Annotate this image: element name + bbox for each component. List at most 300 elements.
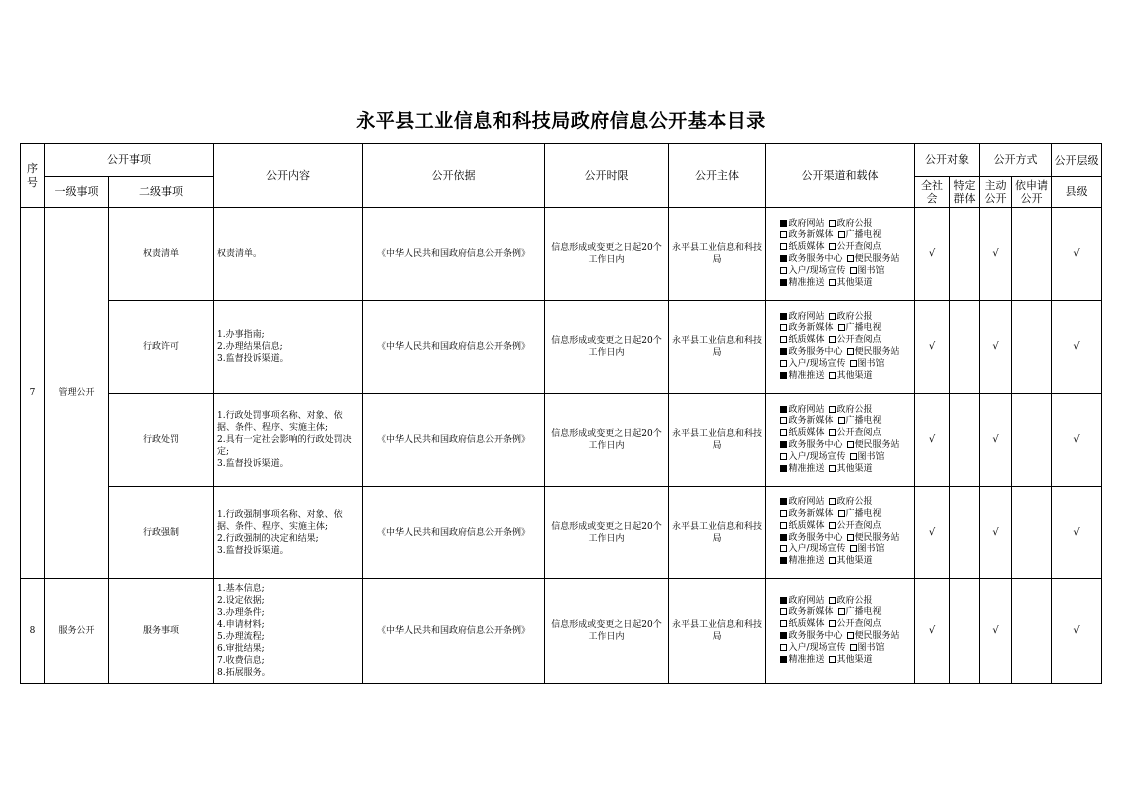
channel-line [780, 631, 899, 643]
content-line: 权责清单。 [217, 249, 263, 259]
content-line: 6.审批结果; [217, 644, 265, 654]
channel-cell [766, 394, 915, 487]
content-line: 1.行政强制事项名称、对象、依据、条件、程序、实施主体; [217, 509, 343, 532]
unchecked-box-icon [847, 348, 854, 355]
channel-line [780, 452, 899, 464]
channel-line [780, 230, 899, 242]
unchecked-box-icon [850, 267, 857, 274]
channel-option [780, 242, 824, 252]
content-cell [214, 301, 363, 394]
channel-cell [766, 579, 915, 684]
unchecked-box-icon [838, 510, 845, 517]
unchecked-box-icon [838, 417, 845, 424]
channel-option [780, 556, 824, 566]
target-all-cell: √ [915, 301, 950, 394]
level2-cell: 行政处罚 [109, 394, 214, 487]
target-specific-cell [950, 301, 980, 394]
channel-option [847, 631, 900, 641]
channel-option [829, 278, 873, 288]
channel-option [780, 631, 842, 641]
unchecked-box-icon [829, 557, 836, 564]
channel-list [780, 596, 899, 667]
channel-option [829, 371, 873, 381]
channel-option-label: 其他渠道 [836, 556, 873, 567]
unchecked-box-icon [847, 255, 854, 262]
unchecked-box-icon [829, 465, 836, 472]
channel-option-label: 入户/现场宣传 [788, 265, 846, 276]
header-target: 公开对象 [915, 144, 980, 177]
target-specific-cell [950, 394, 980, 487]
content-cell [214, 579, 363, 684]
channel-option [829, 405, 873, 415]
channel-list [780, 312, 899, 383]
unchecked-box-icon [829, 498, 836, 505]
channel-option [780, 371, 824, 381]
method-active-cell: √ [980, 487, 1012, 579]
content-cell [214, 487, 363, 579]
channel-option [780, 323, 833, 333]
target-specific-cell [950, 487, 980, 579]
channel-option-label: 政府公报 [836, 311, 873, 322]
content-line: 3.监督投诉渠道。 [217, 354, 289, 364]
channel-option-label: 入户/现场宣传 [788, 358, 846, 369]
channel-option-label: 政府公报 [836, 595, 873, 606]
checked-box-icon [780, 632, 787, 639]
time-limit-cell: 信息形成或变更之日起20个工作日内 [545, 208, 669, 301]
channel-line [780, 359, 899, 371]
basis-cell: 《中华人民共和国政府信息公开条例》 [363, 394, 545, 487]
header-seq: 序号 [21, 144, 45, 208]
channel-option-label: 精准推送 [788, 556, 825, 567]
channel-option-label: 便民服务站 [854, 254, 900, 264]
channel-option-label: 政务服务中心 [788, 347, 843, 357]
header-basis: 公开依据 [363, 144, 545, 208]
unchecked-box-icon [780, 453, 787, 460]
channel-option [780, 278, 824, 288]
header-target-all: 全社会 [915, 177, 950, 208]
checked-box-icon [780, 465, 787, 472]
channel-option [838, 323, 882, 333]
level2-cell: 行政许可 [109, 301, 214, 394]
unchecked-box-icon [829, 243, 836, 250]
level-county-cell: √ [1052, 394, 1102, 487]
channel-line [780, 533, 899, 545]
channel-option-label: 图书馆 [857, 451, 885, 462]
channel-option [780, 533, 842, 543]
channel-option-label: 公开查阅点 [836, 520, 882, 531]
target-all-cell: √ [915, 579, 950, 684]
channel-option-label: 便民服务站 [854, 347, 900, 357]
checked-box-icon [780, 313, 787, 320]
channel-option [780, 452, 845, 462]
channel-option-label: 公开查阅点 [836, 335, 882, 346]
unchecked-box-icon [780, 417, 787, 424]
method-active-cell: √ [980, 579, 1012, 684]
channel-option-label: 政务服务中心 [788, 440, 843, 450]
content-line: 1.办事指南; [217, 330, 265, 340]
level-county-cell: √ [1052, 579, 1102, 684]
channel-option [780, 254, 842, 264]
checked-box-icon [780, 372, 787, 379]
channel-option [838, 509, 882, 519]
time-limit-cell: 信息形成或变更之日起20个工作日内 [545, 487, 669, 579]
channel-option-label: 广播电视 [845, 416, 882, 427]
channel-option [829, 219, 873, 229]
time-limit-cell: 信息形成或变更之日起20个工作日内 [545, 301, 669, 394]
unchecked-box-icon [850, 644, 857, 651]
channel-option-label: 政务服务中心 [788, 254, 843, 264]
channel-option-label: 政务新媒体 [788, 416, 834, 427]
channel-option-label: 纸质媒体 [788, 335, 825, 346]
unchecked-box-icon [829, 522, 836, 529]
unchecked-box-icon [780, 620, 787, 627]
checked-box-icon [780, 279, 787, 286]
basis-cell: 《中华人民共和国政府信息公开条例》 [363, 208, 545, 301]
content-cell [214, 394, 363, 487]
channel-option-label: 政务新媒体 [788, 607, 834, 618]
channel-line [780, 335, 899, 347]
catalog-table [20, 143, 1102, 684]
channel-list [780, 405, 899, 476]
content-line: 1.行政处罚事项名称、对象、依据、条件、程序、实施主体; [217, 411, 343, 433]
content-line: 2.具有一定社会影响的行政处罚决定; [217, 435, 352, 457]
header-method: 公开方式 [980, 144, 1052, 177]
unchecked-box-icon [847, 534, 854, 541]
level-county-cell: √ [1052, 487, 1102, 579]
basis-cell: 《中华人民共和国政府信息公开条例》 [363, 579, 545, 684]
header-subject: 公开主体 [669, 144, 766, 208]
unchecked-box-icon [780, 510, 787, 517]
subject-cell: 永平县工业信息和科技局 [669, 208, 766, 301]
channel-option-label: 图书馆 [857, 265, 885, 276]
checked-box-icon [780, 441, 787, 448]
channel-option-label: 公开查阅点 [836, 619, 882, 630]
unchecked-box-icon [838, 231, 845, 238]
method-request-cell [1012, 394, 1052, 487]
unchecked-box-icon [780, 324, 787, 331]
channel-option [780, 464, 824, 474]
channel-option [847, 347, 900, 357]
channel-option [780, 312, 824, 322]
channel-option-label: 政府网站 [788, 595, 825, 606]
unchecked-box-icon [780, 608, 787, 615]
catalog-body [21, 208, 1102, 684]
channel-option [829, 497, 873, 507]
channel-option [838, 416, 882, 426]
unchecked-box-icon [829, 656, 836, 663]
channel-option-label: 政府公报 [836, 404, 873, 415]
channel-line [780, 323, 899, 335]
channel-line [780, 556, 899, 568]
content-line: 3.办理条件; [217, 608, 265, 618]
channel-option-label: 精准推送 [788, 463, 825, 474]
content-line: 2.办理结果信息; [217, 342, 283, 352]
basis-cell: 《中华人民共和国政府信息公开条例》 [363, 301, 545, 394]
channel-line [780, 266, 899, 278]
channel-option [850, 643, 885, 653]
level2-cell: 权责清单 [109, 208, 214, 301]
channel-option [780, 521, 824, 531]
table-row [21, 487, 1102, 579]
channel-option [829, 428, 882, 438]
level2-cell: 行政强制 [109, 487, 214, 579]
channel-option [829, 521, 882, 531]
unchecked-box-icon [838, 324, 845, 331]
content-line: 3.监督投诉渠道。 [217, 545, 289, 556]
channel-option [850, 544, 885, 554]
header-method-active: 主动公开 [980, 177, 1012, 208]
channel-option [780, 428, 824, 438]
unchecked-box-icon [780, 644, 787, 651]
time-limit-cell: 信息形成或变更之日起20个工作日内 [545, 579, 669, 684]
channel-option-label: 纸质媒体 [788, 619, 825, 630]
target-all-cell: √ [915, 394, 950, 487]
channel-line [780, 544, 899, 556]
channel-line [780, 428, 899, 440]
channel-option-label: 其他渠道 [836, 370, 873, 381]
header-row-top [21, 144, 1102, 177]
channel-option-label: 其他渠道 [836, 463, 873, 474]
unchecked-box-icon [829, 313, 836, 320]
header-content: 公开内容 [214, 144, 363, 208]
channel-option-label: 政府网站 [788, 497, 825, 508]
channel-line [780, 254, 899, 266]
channel-option-label: 政务新媒体 [788, 323, 834, 334]
method-request-cell [1012, 487, 1052, 579]
header-level: 公开层级 [1052, 144, 1102, 177]
target-all-cell: √ [915, 487, 950, 579]
channel-option-label: 入户/现场宣传 [788, 544, 846, 555]
target-specific-cell [950, 579, 980, 684]
channel-option [780, 266, 845, 276]
subject-cell: 永平县工业信息和科技局 [669, 579, 766, 684]
level1-cell: 管理公开 [45, 208, 109, 579]
channel-option [780, 219, 824, 229]
content-line: 3.监督投诉渠道。 [217, 459, 289, 469]
channel-option-label: 政务服务中心 [788, 532, 843, 543]
channel-option-label: 图书馆 [857, 642, 885, 653]
channel-line [780, 219, 899, 231]
channel-option [829, 596, 873, 606]
unchecked-box-icon [780, 243, 787, 250]
channel-option [780, 509, 833, 519]
channel-option [829, 242, 882, 252]
channel-option-label: 入户/现场宣传 [788, 642, 846, 653]
channel-option-label: 政务服务中心 [788, 631, 843, 641]
channel-option [780, 497, 824, 507]
header-level2: 二级事项 [109, 177, 214, 208]
channel-option [850, 266, 885, 276]
channel-option [838, 607, 882, 617]
channel-line [780, 596, 899, 608]
unchecked-box-icon [829, 372, 836, 379]
checked-box-icon [780, 557, 787, 564]
checked-box-icon [780, 534, 787, 541]
unchecked-box-icon [780, 522, 787, 529]
channel-line [780, 619, 899, 631]
method-active-cell: √ [980, 301, 1012, 394]
subject-cell: 永平县工业信息和科技局 [669, 487, 766, 579]
channel-line [780, 643, 899, 655]
channel-option-label: 广播电视 [845, 230, 882, 241]
table-row [21, 579, 1102, 684]
channel-option-label: 政务新媒体 [788, 230, 834, 241]
channel-line [780, 405, 899, 417]
channel-option-label: 广播电视 [845, 508, 882, 519]
header-time-limit: 公开时限 [545, 144, 669, 208]
unchecked-box-icon [829, 597, 836, 604]
unchecked-box-icon [780, 336, 787, 343]
channel-line [780, 347, 899, 359]
table-row [21, 208, 1102, 301]
channel-option [847, 533, 900, 543]
header-target-specific: 特定群体 [950, 177, 980, 208]
channel-list [780, 219, 899, 290]
method-request-cell [1012, 579, 1052, 684]
page-title: 永平县工业信息和科技局政府信息公开基本目录 [356, 110, 766, 132]
unchecked-box-icon [780, 267, 787, 274]
unchecked-box-icon [780, 545, 787, 552]
target-specific-cell [950, 208, 980, 301]
level-county-cell: √ [1052, 301, 1102, 394]
seq-cell: 8 [21, 579, 45, 684]
content-line: 2.行政强制的决定和结果; [217, 533, 319, 544]
channel-option [780, 544, 845, 554]
channel-line [780, 464, 899, 476]
channel-option [829, 556, 873, 566]
content-line: 2.设定依据; [217, 596, 265, 606]
unchecked-box-icon [847, 441, 854, 448]
header-channel: 公开渠道和载体 [766, 144, 915, 208]
channel-option [829, 335, 882, 345]
channel-option [829, 312, 873, 322]
channel-line [780, 312, 899, 324]
basis-cell: 《中华人民共和国政府信息公开条例》 [363, 487, 545, 579]
method-request-cell [1012, 208, 1052, 301]
content-line: 1.基本信息; [217, 584, 265, 594]
checked-box-icon [780, 348, 787, 355]
channel-option-label: 精准推送 [788, 370, 825, 381]
channel-option-label: 图书馆 [857, 544, 885, 555]
method-request-cell [1012, 301, 1052, 394]
channel-option-label: 精准推送 [788, 654, 825, 665]
channel-option [780, 405, 824, 415]
checked-box-icon [780, 220, 787, 227]
subject-cell: 永平县工业信息和科技局 [669, 301, 766, 394]
content-line: 5.办理流程; [217, 632, 265, 642]
unchecked-box-icon [850, 545, 857, 552]
channel-option-label: 政府网站 [788, 404, 825, 415]
unchecked-box-icon [780, 360, 787, 367]
channel-option-label: 其他渠道 [836, 277, 873, 288]
unchecked-box-icon [829, 279, 836, 286]
channel-option [838, 230, 882, 240]
channel-option [829, 619, 882, 629]
channel-line [780, 521, 899, 533]
channel-option-label: 广播电视 [845, 607, 882, 618]
unchecked-box-icon [829, 336, 836, 343]
channel-cell [766, 487, 915, 579]
channel-option [850, 359, 885, 369]
channel-line [780, 509, 899, 521]
channel-option [780, 619, 824, 629]
channel-option [780, 643, 845, 653]
table-row [21, 301, 1102, 394]
unchecked-box-icon [847, 632, 854, 639]
checked-box-icon [780, 498, 787, 505]
channel-option-label: 政府网站 [788, 311, 825, 322]
checked-box-icon [780, 406, 787, 413]
channel-option [780, 596, 824, 606]
level-county-cell: √ [1052, 208, 1102, 301]
channel-option [780, 359, 845, 369]
channel-cell [766, 208, 915, 301]
channel-line [780, 440, 899, 452]
channel-line [780, 607, 899, 619]
unchecked-box-icon [780, 429, 787, 436]
target-all-cell: √ [915, 208, 950, 301]
unchecked-box-icon [829, 220, 836, 227]
method-active-cell: √ [980, 394, 1012, 487]
unchecked-box-icon [838, 608, 845, 615]
channel-line [780, 497, 899, 509]
channel-option-label: 政府网站 [788, 218, 825, 229]
channel-option-label: 广播电视 [845, 323, 882, 334]
channel-option-label: 入户/现场宣传 [788, 451, 846, 462]
channel-option-label: 公开查阅点 [836, 428, 882, 439]
checked-box-icon [780, 597, 787, 604]
channel-option-label: 便民服务站 [854, 631, 900, 641]
subject-cell: 永平县工业信息和科技局 [669, 394, 766, 487]
channel-option-label: 便民服务站 [854, 440, 900, 450]
unchecked-box-icon [850, 453, 857, 460]
channel-option-label: 精准推送 [788, 277, 825, 288]
channel-option-label: 纸质媒体 [788, 428, 825, 439]
channel-line [780, 371, 899, 383]
channel-option [780, 440, 842, 450]
channel-option-label: 便民服务站 [854, 532, 900, 543]
channel-option [780, 230, 833, 240]
unchecked-box-icon [850, 360, 857, 367]
channel-option-label: 政府公报 [836, 497, 873, 508]
channel-option [829, 464, 873, 474]
channel-option-label: 纸质媒体 [788, 242, 825, 253]
channel-option [850, 452, 885, 462]
checked-box-icon [780, 656, 787, 663]
channel-option [847, 440, 900, 450]
unchecked-box-icon [829, 406, 836, 413]
content-line: 4.申请材料; [217, 620, 265, 630]
header-level-county: 县级 [1052, 177, 1102, 208]
channel-option-label: 图书馆 [857, 358, 885, 369]
channel-option [829, 655, 873, 665]
channel-option [780, 335, 824, 345]
table-row [21, 394, 1102, 487]
unchecked-box-icon [829, 620, 836, 627]
channel-line [780, 242, 899, 254]
content-line: 8.拓展服务。 [217, 668, 271, 678]
channel-option-label: 公开查阅点 [836, 242, 882, 253]
channel-option [780, 347, 842, 357]
method-active-cell: √ [980, 208, 1012, 301]
channel-option [780, 416, 833, 426]
channel-option [780, 607, 833, 617]
header-items: 公开事项 [45, 144, 214, 177]
channel-option-label: 其他渠道 [836, 654, 873, 665]
channel-line [780, 655, 899, 667]
channel-option [780, 655, 824, 665]
time-limit-cell: 信息形成或变更之日起20个工作日内 [545, 394, 669, 487]
